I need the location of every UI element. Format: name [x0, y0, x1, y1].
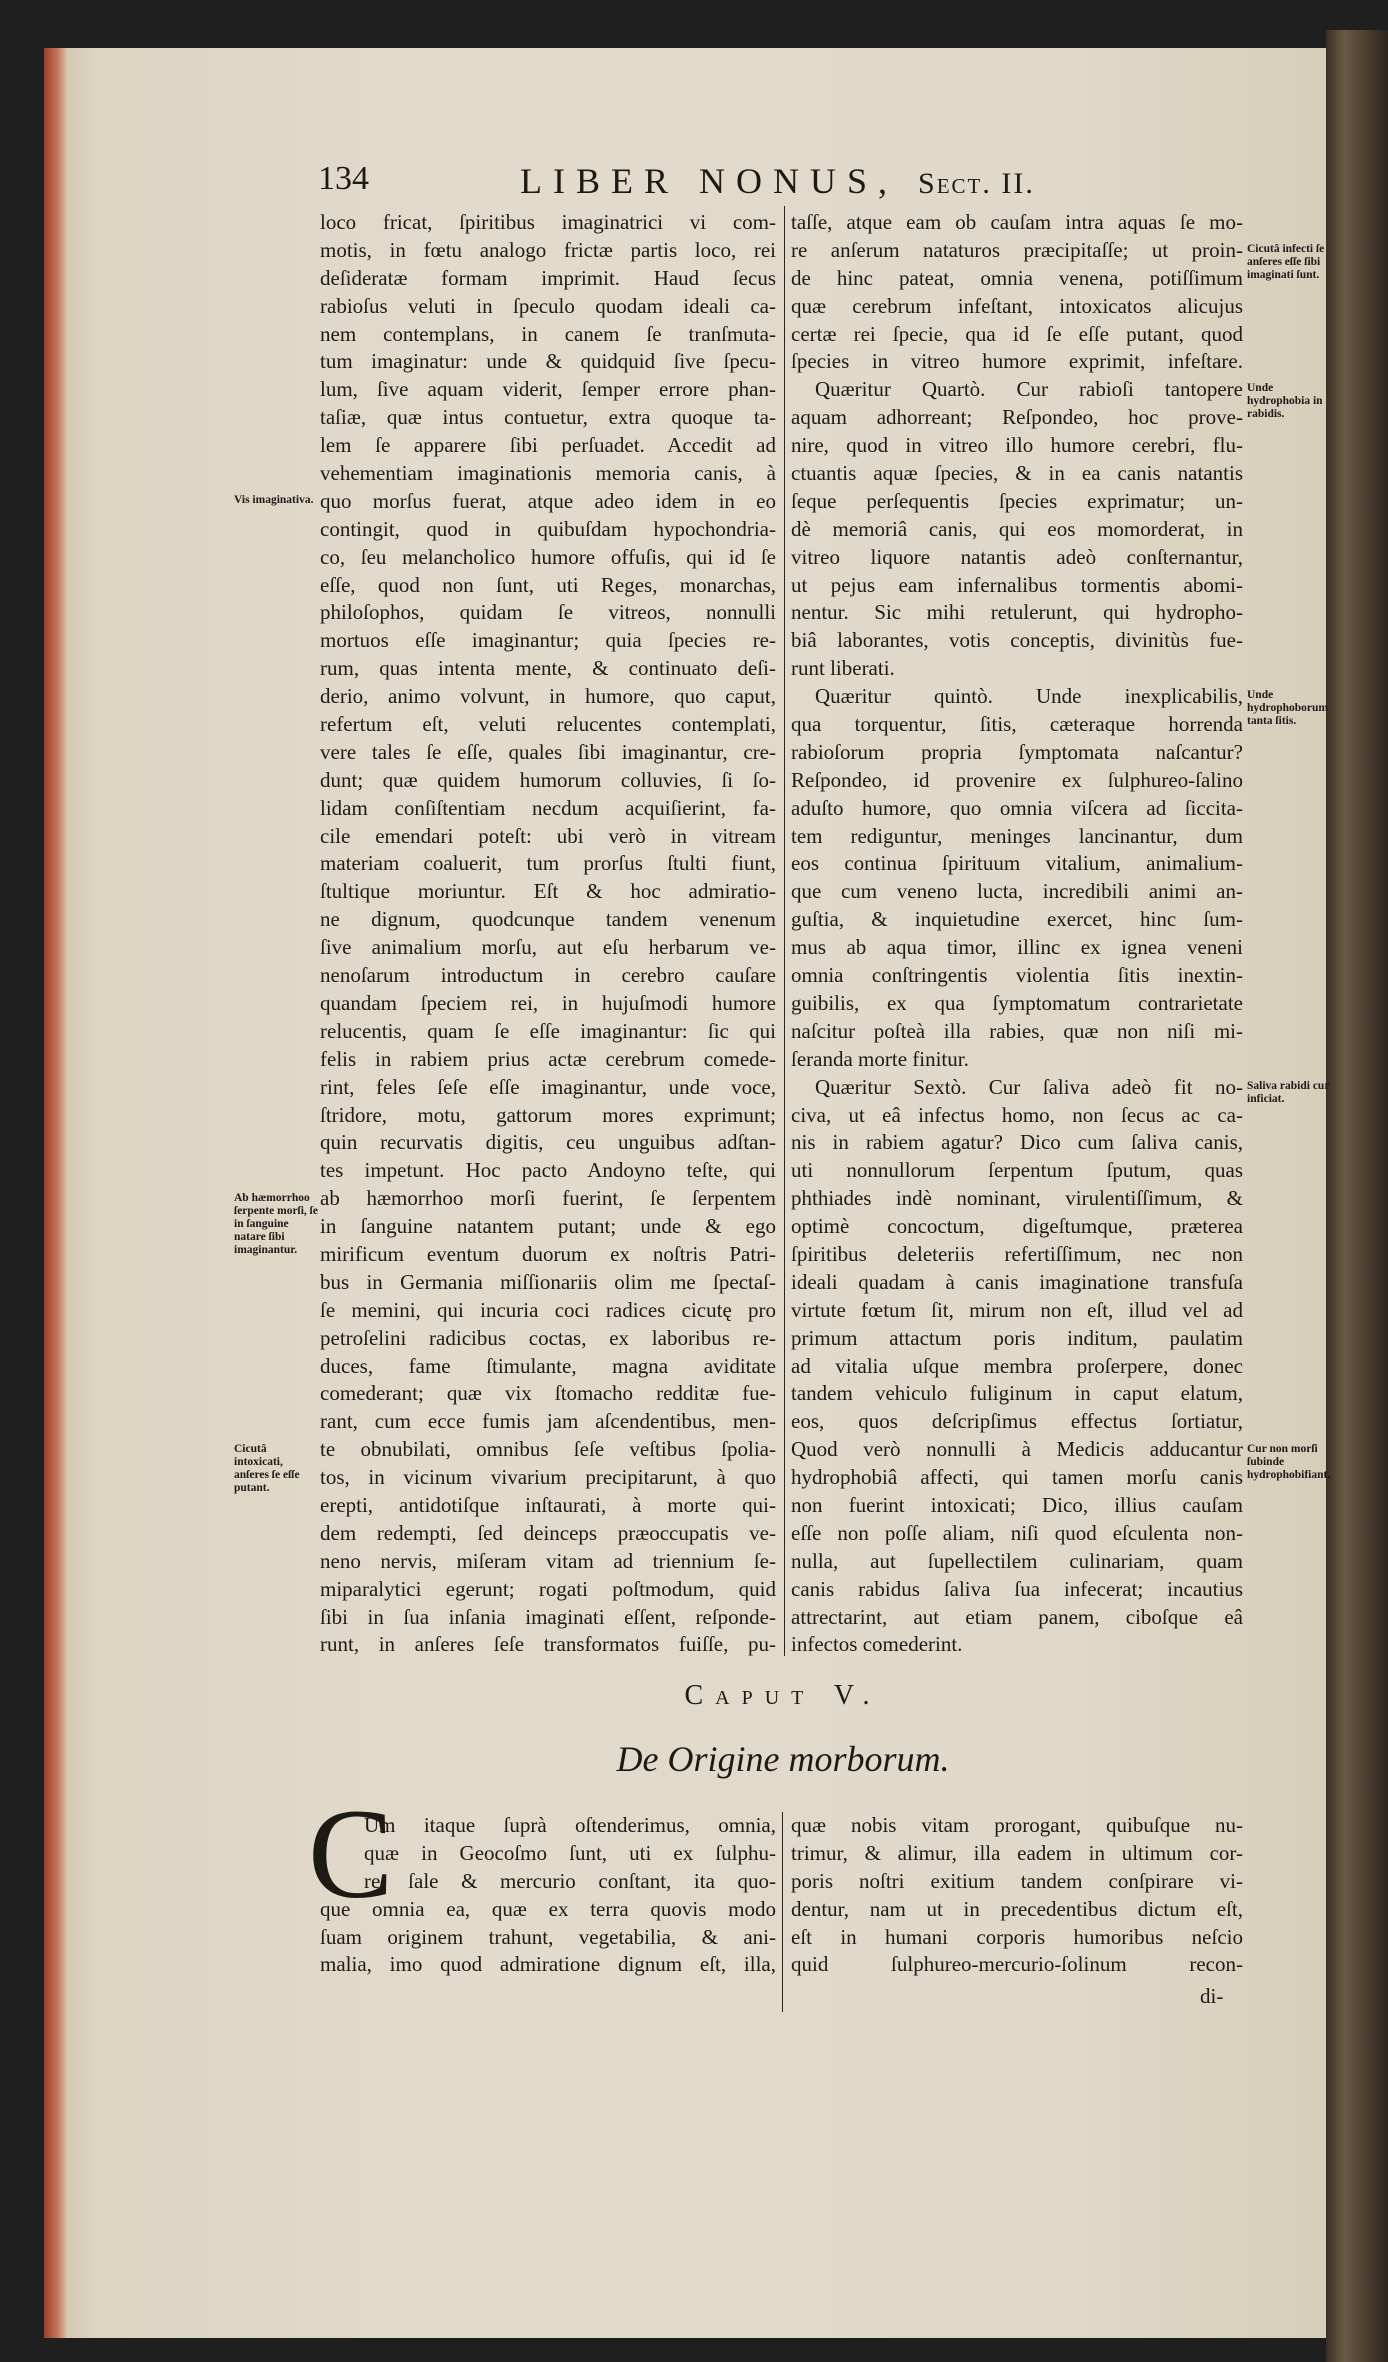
text-line: quid ſulphureo-mercurio-ſolinum recon-: [791, 1952, 1243, 1977]
text-line: omnia conſtringentis violentia ſitis inextin-: [791, 963, 1243, 988]
text-line: phthiades indè nominant, virulentiſſimum, &: [791, 1186, 1243, 1211]
text-line: co, ſeu melancholico humore offuſis, qui id ſe: [320, 544, 776, 569]
text-line: rabioſorum propria ſymptomata naſcantur?: [791, 739, 1243, 764]
text-line: Quæritur Quartò. Cur rabioſi tantopere: [815, 377, 1243, 402]
text-line: eſſe non poſſe aliam, niſi quod eſculenta non-: [791, 1520, 1243, 1545]
text-line: ctuantis aquæ ſpecies, & in ea canis natantis: [791, 461, 1243, 486]
text-line: tes impetunt. Hoc pacto Andoyno teſte, qui: [320, 1158, 776, 1183]
text-line: eos, quos deſcripſimus effectus ſortiatur,: [791, 1409, 1243, 1434]
text-line: quin recurvatis digitis, ceu unguibus adſtan-: [320, 1130, 776, 1155]
text-line: Quæritur quintò. Unde inexplicabilis,: [815, 684, 1243, 709]
margin-note: Unde hydrophobia in rabidis.: [1247, 382, 1323, 421]
text-line: ſe memini, qui incuria coci radices cicutę pro: [320, 1297, 776, 1322]
text-line: mirificum eventum duorum ex noſtris Patri-: [320, 1241, 776, 1266]
text-line: rabioſus veluti in ſpeculo quodam ideali ca-: [320, 293, 776, 318]
text-line: vehementiam imaginationis memoria canis, à: [320, 461, 776, 486]
catchword: di-: [1200, 1984, 1224, 2008]
text-line: loco fricat, ſpiritibus imaginatrici vi com-: [320, 210, 776, 234]
text-line: non fuerint intoxicati; Dico, illius cauſam: [791, 1492, 1243, 1517]
text-line: ſeranda morte finitur.: [791, 1046, 969, 1071]
text-line: optimè concoctum, digeſtumque, præterea: [791, 1214, 1243, 1239]
text-line: quandam ſpeciem rei, in hujuſmodi humore: [320, 990, 776, 1015]
text-line: lem ſe apparere ſibi perſuadet. Accedit ad: [320, 433, 776, 458]
text-line: nire, quod in vitreo illo humore cerebri, flu-: [791, 433, 1243, 458]
text-line: civa, ut eâ infectus homo, non ſecus ac ca-: [791, 1102, 1243, 1127]
text-line: bus in Germania miſſionariis olim me ſpectaſ-: [320, 1269, 776, 1294]
text-line: Quod verò nonnulli à Medicis adducantur: [791, 1437, 1243, 1462]
text-line: runt, in anſeres ſeſe transformatos fuiſſe, pu-: [320, 1632, 776, 1657]
margin-note: Cur non morſi ſubinde hydrophobifiant.: [1247, 1442, 1331, 1481]
text-line: comederant; quæ vix ſtomacho redditæ fue-: [320, 1381, 776, 1406]
chapter-left-column: [320, 1812, 776, 1979]
text-line: nenoſarum introductum in cerebro cauſare: [320, 963, 776, 988]
text-line: materiam coaluerit, tum prorſus ſtulti fiunt,: [320, 851, 776, 876]
text-line: contingit, quod in quibuſdam hypochondria-: [320, 516, 776, 541]
text-line: tem rediguntur, meninges lancinantur, dum: [791, 823, 1243, 848]
text-line: quæ in Geocoſmo ſunt, uti ex ſulphu-: [364, 1840, 776, 1865]
text-line: virtute fœtum ſit, mirum non eſt, illud vel ad: [791, 1297, 1243, 1322]
text-line: motis, in fœtu analogo frictæ partis loco, rei: [320, 237, 776, 262]
text-line: naſcitur poſteà illa rabies, quæ non niſi mi-: [791, 1018, 1243, 1043]
text-line: mus ab aqua timor, illinc ex ignea veneni: [791, 935, 1243, 960]
text-line: ab hæmorrhoo morſi fuerint, ſe ſerpentem: [320, 1186, 776, 1211]
text-line: aduſto humore, quo omnia viſcera ad ſiccita-: [791, 795, 1243, 820]
text-line: felis in rabiem prius actæ cerebrum comede-: [320, 1046, 776, 1071]
text-line: trimur, & alimur, illa eadem in ultimum cor-: [791, 1840, 1243, 1865]
text-line: derio, animo volvunt, in humore, quo caput,: [320, 684, 776, 709]
margin-note: Saliva rabidi cur inficiat.: [1247, 1079, 1330, 1105]
text-line: cile emendari poteſt: ubi verò in vitream: [320, 823, 776, 848]
text-line: ſibi in ſua inſania imaginati eſſent, reſponde-: [320, 1604, 776, 1629]
text-line: Quæritur Sextò. Cur ſaliva adeò fit no-: [815, 1074, 1243, 1099]
chapter-right-column: [791, 1812, 1243, 1979]
margin-note: Ab hæmorrhoo ſerpente morſi, ſe in ſanguine natare ſibi imaginantur.: [234, 1191, 318, 1256]
text-line: ſpiritibus deleteriis refertiſſimum, nec non: [791, 1241, 1243, 1266]
running-head: [520, 160, 1035, 202]
margin-note: Cicutâ infecti ſe anſeres eſſe ſibi imaginati ſunt.: [1247, 242, 1325, 281]
text-line: runt liberati.: [791, 656, 895, 681]
column-divider: [784, 206, 785, 1656]
text-line: ad vitalia uſque membra proſerpere, donec: [791, 1353, 1243, 1378]
text-line: ne dignum, quodcunque tandem venenum: [320, 907, 776, 932]
text-line: re, ſale & mercurio conſtant, ita quo-: [364, 1868, 776, 1893]
text-line: rum, quas intenta mente, & continuato deſi-: [320, 656, 776, 681]
text-line: malia, imo quod admiratione dignum eſt, illa,: [320, 1952, 776, 1977]
chapter-heading: Caput V.: [684, 1680, 882, 1711]
text-line: dentur, nam ut in precedentibus dictum eſt,: [791, 1896, 1243, 1921]
chapter-column-divider: [782, 1812, 783, 2012]
chapter-title: De Origine morborum.: [616, 1739, 950, 1779]
text-line: vere tales ſe eſſe, quales ſibi imaginantur, cre-: [320, 739, 776, 764]
running-title: LIBER NONUS,: [520, 161, 899, 201]
text-line: biâ laborantes, votis conceptis, divinitùs fue-: [791, 628, 1243, 653]
text-line: rant, cum ecce fumis jam aſcendentibus, men-: [320, 1409, 776, 1434]
text-line: refertum eſt, veluti relucentes contemplati,: [320, 712, 776, 737]
text-line: que omnia ea, quæ ex terra quovis modo: [320, 1896, 776, 1921]
text-line: tum imaginatur: unde & quidquid ſive ſpecu-: [320, 349, 776, 374]
text-line: vitreo liquore natantis adeò conſternantur,: [791, 544, 1243, 569]
text-line: tos, in vicinum vivarium precipitarunt, à quo: [320, 1465, 776, 1490]
text-line: guibilis, ex qua ſymptomatum contrarietate: [791, 990, 1243, 1015]
drop-cap: C: [308, 1783, 394, 1925]
text-line: ſuam originem trahunt, vegetabilia, & ani-: [320, 1924, 776, 1949]
margin-note: Cicutâ intoxicati, anſeres ſe eſſe putant.: [234, 1442, 300, 1494]
text-line: canis rabidus ſaliva ſua infecerat; incautius: [791, 1576, 1243, 1601]
text-line: relucentis, quam ſe eſſe imaginantur: ſic qui: [320, 1018, 776, 1043]
text-line: dem redempti, ſed deinceps præoccupatis ve-: [320, 1520, 776, 1545]
text-line: mortuos eſſe imaginantur; quia ſpecies re-: [320, 628, 776, 653]
text-line: in ſanguine natantem putant; unde & ego: [320, 1214, 776, 1239]
text-line: hydrophobiâ affecti, qui tamen morſu canis: [791, 1465, 1243, 1490]
text-line: ut pejus eam infernalibus tormentis abomi-: [791, 572, 1243, 597]
text-line: dunt; quæ quidem humorum colluvies, ſi ſo-: [320, 767, 776, 792]
page-edge: [44, 48, 66, 2338]
text-line: ſtridore, motu, gattorum mores exprimunt;: [320, 1102, 776, 1127]
text-line: que cum veneno lucta, incredibili animi an-: [791, 879, 1243, 904]
text-line: nentur. Sic mihi retulerunt, qui hydropho-: [791, 600, 1243, 625]
section-label: Sect. II.: [918, 167, 1035, 200]
next-page-edge: [1326, 30, 1388, 2362]
text-line: primum attactum poris inditum, paulatim: [791, 1325, 1243, 1350]
text-line: taſſe, atque eam ob cauſam intra aquas ſe mo-: [791, 210, 1243, 234]
text-line: ſpecies in vitreo humore exprimit, infeſtare.: [791, 349, 1243, 374]
text-line: tandem vehiculo fuliginum in caput elatum,: [791, 1381, 1243, 1406]
text-line: quæ nobis vitam prorogant, quibuſque nu-: [791, 1813, 1243, 1837]
page-number: 134: [318, 160, 369, 197]
text-line: quæ cerebrum infeſtant, intoxicatos alicujus: [791, 293, 1243, 318]
text-line: attrectarint, aut etiam panem, ciboſque eâ: [791, 1604, 1243, 1629]
text-line: quo morſus fuerat, atque adeo idem in eo: [320, 488, 776, 513]
text-line: taſiæ, quæ intus contuetur, extra quoque ta-: [320, 405, 776, 430]
text-line: ſeque perſequentis ſpecies exprimatur; un-: [791, 488, 1243, 513]
margin-note: Unde hydrophoborum tanta ſitis.: [1247, 689, 1328, 728]
text-line: dè memoriâ canis, qui eos momorderat, in: [791, 516, 1243, 541]
text-line: uti nonnullorum ſerpentum ſputum, quas: [791, 1158, 1243, 1183]
text-line: eſt in humani corporis humoribus neſcio: [791, 1924, 1243, 1949]
right-column: [791, 209, 1243, 1659]
text-line: de hinc pateat, omnia venena, potiſſimum: [791, 265, 1243, 290]
text-line: Um itaque ſuprà oſtenderimus, omnia,: [364, 1813, 776, 1837]
text-line: qua torquentur, ſitis, cæteraque horrenda: [791, 712, 1243, 737]
text-line: ſive animalium morſu, aut eſu herbarum ve-: [320, 935, 776, 960]
text-line: ideali quadam à canis imaginatione transfuſa: [791, 1269, 1243, 1294]
text-line: te obnubilati, omnibus ſeſe veſtibus ſpolia-: [320, 1437, 776, 1462]
text-line: petroſelini radicibus coctas, ex laboribus re-: [320, 1325, 776, 1350]
text-line: nem contemplans, in canem ſe tranſmuta-: [320, 321, 776, 346]
text-line: lidam conſiſtentiam necdum acquiſierint, fa-: [320, 795, 776, 820]
text-line: nis in rabiem agatur? Dico cum ſaliva canis,: [791, 1130, 1243, 1155]
text-line: eſſe, quod non ſunt, uti Reges, monarchas,: [320, 572, 776, 597]
text-line: nulla, aut ſupellectilem culinariam, quam: [791, 1548, 1243, 1573]
text-line: poris noſtri exitium tandem conſpirare vi-: [791, 1868, 1243, 1893]
text-line: erepti, antidotiſque inſtaurati, à morte qui-: [320, 1492, 776, 1517]
left-column: [320, 209, 776, 1659]
text-line: philoſophos, quidam ſe vitreos, nonnulli: [320, 600, 776, 625]
text-line: neno nervis, miſeram vitam ad triennium ſe-: [320, 1548, 776, 1573]
text-line: certæ rei ſpecie, qua id ſe eſſe putant, quod: [791, 321, 1243, 346]
text-line: guſtia, & inquietudine exercet, hinc ſum-: [791, 907, 1243, 932]
text-line: ſtultique moriuntur. Eſt & hoc admiratio-: [320, 879, 776, 904]
text-line: rint, feles ſeſe eſſe imaginantur, unde voce,: [320, 1074, 776, 1099]
text-line: lum, ſive aquam viderit, ſemper errore phan-: [320, 377, 776, 402]
text-line: Reſpondeo, id provenire ex ſulphureo-ſalino: [791, 767, 1243, 792]
margin-note: Vis imaginativa.: [234, 494, 314, 506]
text-line: duces, fame ſtimulante, magna aviditate: [320, 1353, 776, 1378]
text-line: re anſerum nataturos præcipitaſſe; ut proin-: [791, 237, 1243, 262]
text-line: eos continua ſpirituum vitalium, animalium-: [791, 851, 1243, 876]
text-line: infectos comederint.: [791, 1632, 963, 1657]
text-line: aquam adhorreant; Reſpondeo, hoc prove-: [791, 405, 1243, 430]
text-line: miparalytici egerunt; rogati poſtmodum, quid: [320, 1576, 776, 1601]
text-line: deſideratæ formam imprimit. Haud ſecus: [320, 265, 776, 290]
